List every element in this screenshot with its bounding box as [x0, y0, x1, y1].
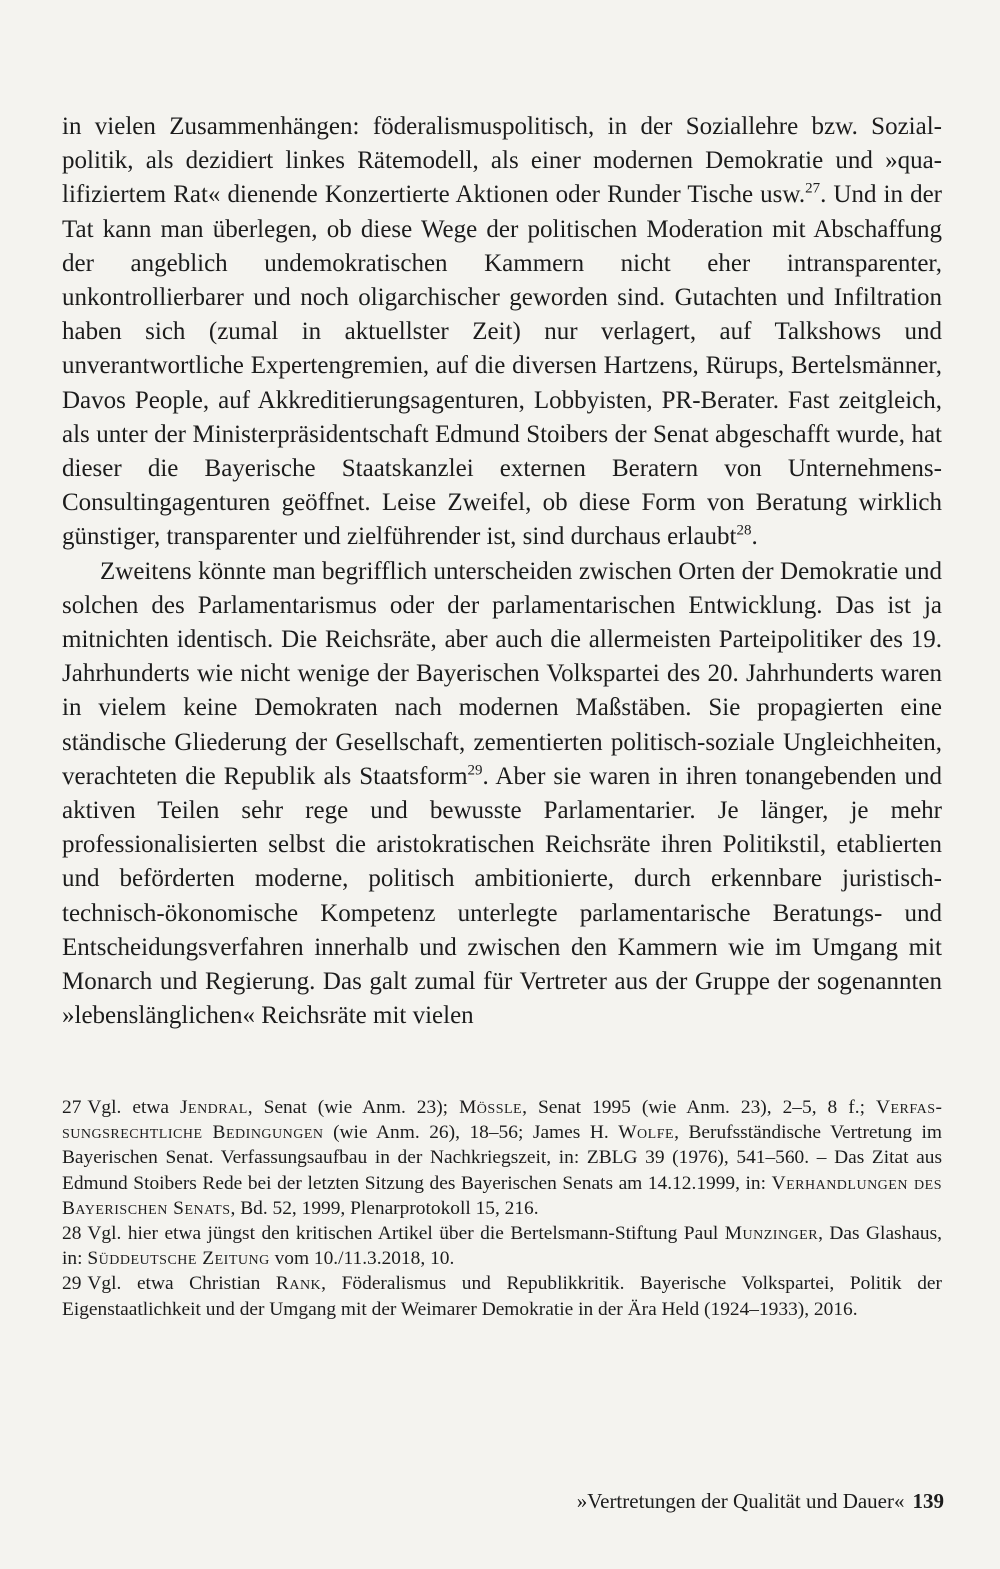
footnote-text: (wie Anm. 26), 18–56; James H.: [323, 1122, 619, 1144]
footnotes: [62, 1095, 942, 1322]
paragraph-1-text-c: .: [751, 523, 758, 551]
footnote-ref-29[interactable]: 29: [467, 762, 483, 779]
footnote-text: vom 10./11.3.2018, 10.: [269, 1248, 455, 1270]
footnote-27: [62, 1095, 942, 1221]
footnote-text: , Senat (wie Anm. 23);: [247, 1097, 460, 1118]
footnote-number: 27: [62, 1097, 82, 1118]
footnote-text: , Senat 1995 (wie Anm. 23), 2–5, 8 f.;: [522, 1097, 876, 1118]
author-name: Munzinger: [724, 1223, 819, 1245]
footnote-29: [62, 1271, 942, 1321]
work-title: Süddeutsche Zeitung: [87, 1248, 270, 1270]
paragraph-2-text-b: . Aber sie waren in ihren tonangebenden und aktiven Teilen sehr rege und bewusste Parlamentarier. Je länger, je mehr professionalisierten selbst die aristokratischen Reichsräte ihren Politikstil, etablierten und beförderten moderne, politisch ambitionierte, durch erkennbare juristisch-technisch-ökonomische Kompetenz unterlegte parlamentarische Beratungs- und Entscheidungsverfahren innerhalb und zwischen den Kammern wie im Umgang mit Monarch und Regierung. Das galt zumal für Vertreter aus der Gruppe der sogenannten »lebenslänglichen« Reichsräte mit vielen: [62, 762, 942, 1030]
paragraph-1-text-b: . Und in der Tat kann man überlegen, ob diese Wege der politischen Moderation mit Abschaffung der angeblich undemokratischen Kammern nicht eher intransparenter, unkontrollierbarer und noch oligarchischer geworden sind. Gutachten und Infiltration haben sich (zumal in aktuellster Zeit) nur verlagert, auf Talkshows und unverantwortliche Expertengremien, auf die diversen Hartzens, Rürups, Bertelsmänner, Davos People, auf Akkreditierungsagenturen, Lobbyisten, PR-Berater. Fast zeitgleich, als unter der Ministerpräsidentschaft Edmund Stoibers der Senat abgeschafft wurde, hat dieser die Bayerische Staatskanzlei externen Beratern von Unternehmens-Consultingagenturen geöffnet. Leise Zweifel, ob diese Form von Beratung wirklich günstiger, transparenter und zielführender ist, sind durchaus erlaubt: [62, 181, 943, 551]
footnote-text: , Föderalismus und Republikkritik. Bayerische Volkspartei, Politik der Eigenstaatlichkeit und der Umgang mit der Weimarer Demokratie in der Ära Held (1924–1933), 2016.: [62, 1273, 942, 1320]
footnote-text: Vgl. hier etwa jüngst den kritischen Artikel über die Bertelsmann-Stiftung Paul: [87, 1223, 725, 1245]
footnote-ref-28[interactable]: 28: [736, 523, 752, 540]
footnote-text: , Berufsständische Vertretung im Bayerischen Senat. Verfassungsaufbau in der Nachkriegszeit, in: ZBLG 39 (1976), 541–560. – Das Zitat aus Edmund Stoibers Rede bei der letzten Sitzung des Bayerischen Senats am 14.12.1999, in:: [62, 1122, 943, 1194]
footnote-ref-27[interactable]: 27: [805, 181, 821, 198]
author-name: Wolfe: [618, 1122, 675, 1144]
footnote-number: 28: [62, 1223, 82, 1245]
footnote-text: Vgl. etwa Christian: [87, 1273, 276, 1295]
paragraph-1-text-a: in vielen Zusammenhängen: föderalismuspolitisch, in der Soziallehre bzw. Sozialpolitik, als dezidiert linkes Rätemodell, als einer modernen Demokratie und »qualifiziertem Rat« dienende Konzertierte Aktionen oder Runder Tische usw.: [62, 113, 942, 209]
paragraph-2: [62, 555, 942, 1034]
running-footer: [577, 1488, 944, 1514]
author-name: Rank: [275, 1273, 322, 1295]
work-title: Verfassungsrechtliche Bedingungen: [62, 1097, 942, 1144]
author-name: Jendral: [179, 1097, 248, 1118]
footnote-text: , Bd. 52, 1999, Plenarprotokoll 15, 216.: [230, 1197, 539, 1219]
running-title: »Vertretungen der Qualität und Dauer«: [576, 1489, 905, 1513]
footnote-28: [62, 1221, 942, 1271]
footnote-number: 29: [62, 1273, 82, 1295]
page-number: 139: [912, 1489, 944, 1513]
footnote-text: Vgl. etwa: [87, 1097, 180, 1118]
work-title: Verhandlungen des Bayerischen Senats: [62, 1172, 942, 1219]
body-text: [62, 110, 942, 1033]
paragraph-1: [62, 110, 942, 555]
footnote-text: , Das Glashaus, in:: [62, 1223, 942, 1270]
paragraph-2-text-a: Zweitens könnte man begrifflich unterscheiden zwischen Orten der Demokratie und solchen des Parlamentarismus oder der parlamentarischen Entwicklung. Das ist ja mitnichten identisch. Die Reichsräte, aber auch die allermeisten Parteipolitiker des 19. Jahrhunderts wie nicht wenige der Bayerischen Volkspartei des 20. Jahrhunderts waren in vielem keine Demokraten nach modernen Maßstäben. Sie propagierten eine ständische Gliederung der Gesellschaft, zementierten politisch-soziale Ungleichheiten, verachteten die Republik als Staatsform: [62, 557, 942, 790]
author-name: Mössle: [459, 1097, 523, 1118]
